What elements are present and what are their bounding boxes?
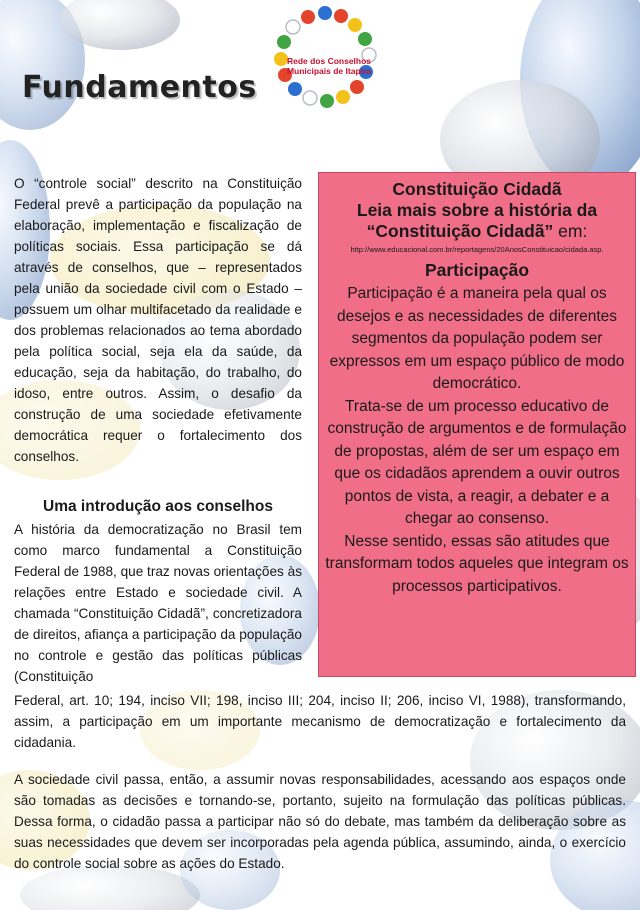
sidebar-paragraph-3: Nesse sentido, essas são atitudes que transformam todos aqueles que integram os processos participativos.	[325, 532, 629, 595]
closing-block	[14, 769, 626, 874]
sidebar-subtitle-line2	[319, 221, 635, 242]
logo-caption	[285, 56, 373, 76]
continuation-paragraph: Federal, art. 10; 194, inciso VII; 198, inciso III; 204, inciso II; 206, inciso VI, 1988), transformando, assim, a participação em um importante mecanismo de democratização e fortalecimento da cidadania.	[14, 693, 626, 750]
logo-caption-line1: Rede dos Conselhos	[286, 56, 372, 66]
sidebar-subtitle-quote: “Constituição Cidadã”	[366, 221, 554, 241]
sidebar-link[interactable]: http://www.educacional.com.br/reportagens/20AnosConstituicao/cidada.asp.	[350, 245, 604, 254]
sidebar-title: Constituição Cidadã	[392, 179, 562, 199]
section-paragraph: A história da democratização no Brasil tem como marco fundamental a Constituição Federal de 1988, que traz novas orientações às relações entre Estado e sociedade civil. A chamada “Constituição Cidadã”, concretizadora de direitos, afiança a participação da população no controle e gestão das políticas públicas (Constituição	[14, 522, 302, 684]
closing-paragraph: A sociedade civil passa, então, a assumir novas responsabilidades, acessando aos espaços onde são tomadas as decisões e tornando-se, portanto, sujeito na formulação das políticas públicas. Dessa forma, o cidadão passa a participar não só do debate, mas também da deliberação sobre as suas necessidades que devem ser incorporadas pela agenda pública, assumindo, ainda, o exercício do controle social sobre as ações do Estado.	[14, 772, 626, 871]
sidebar-subtitle-suffix: em:	[553, 221, 588, 241]
section-subheading: Uma introdução aos conselhos	[43, 498, 273, 515]
sidebar-heading: Participação	[424, 260, 530, 280]
section-column	[14, 519, 302, 687]
continuation-block	[14, 690, 626, 753]
sidebar-subtitle-line1: Leia mais sobre a história da	[356, 200, 598, 220]
intro-paragraph: O “controle social” descrito na Constituição Federal prevê a participação da população na elaboração, implementação e fiscalização de políticas sociais. Essa participação se dá através de conselhos, que – representados pela união da sociedade civil com o Estado – possuem um olhar multifacetado da realidade e dos problemas relacionados ao tema abordado pela política social, seja ela da saúde, da educação, seja da habitação, do trabalho, do idoso, entre outros. Assim, o desafio da construção de uma sociedade efetivamente democrática requer o fortalecimento dos conselhos.	[14, 176, 302, 464]
logo-caption-line2: Municipais de Itapira	[286, 66, 372, 76]
sidebar-body	[319, 283, 635, 598]
intro-column	[14, 173, 302, 467]
sidebar-box	[318, 172, 636, 677]
sidebar-paragraph-1: Participação é a maneira pela qual os desejos e as necessidades de diferentes segmentos da população podem ser expressos em um espaço público de modo democrático.	[329, 285, 625, 392]
page-title: Fundamentos	[22, 70, 257, 105]
sidebar-paragraph-2: Trata-se de um processo educativo de construção de argumentos e de formulação de propostas, além de ser um espaço em que os cidadãos aprendem a ouvir outros pontos de vista, a reagir, a debater e a chegar ao consenso.	[327, 397, 627, 527]
